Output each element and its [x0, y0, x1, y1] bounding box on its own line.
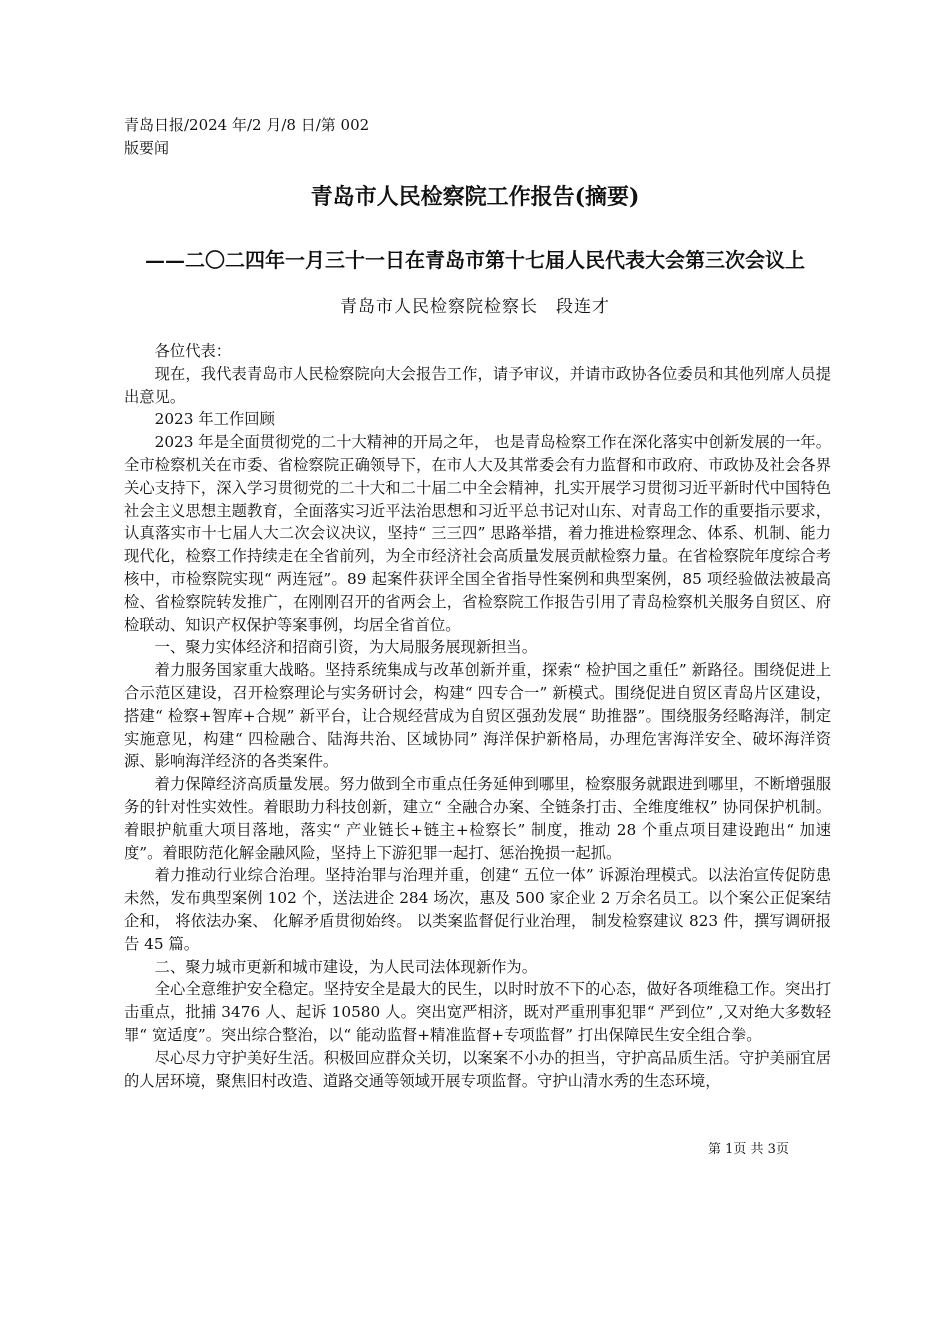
page-number: 第 1页 共 3页 — [708, 1142, 789, 1157]
paragraph-security: 全心全意维护安全稳定。坚持安全是最大的民生，以时时放不下的心态，做好各项维稳工作。突出打击重点，批捕 3476 人、起诉 10580 人。突出宽严相济，既对严重刑事犯罪“ 严到位” ,又对绝大多数轻罪“ 宽适度”。突出综合整治，以“ 能动监督+精准监督+专项监督” 打出保障民生安全组合拳。 — [124, 980, 831, 1044]
paragraph-section-heading: 2023 年工作回顾 — [154, 410, 275, 429]
source-line-2: 版要闻 — [124, 139, 170, 157]
report-author: 青岛市人民检察院检察长 段连才 — [340, 297, 610, 317]
paragraph-strategy: 着力服务国家重大战略。坚持系统集成与改革创新并重，探索“ 检护国之重任” 新路径。围绕促进上合示范区建设，召开检察理论与实务研讨会，构建“ 四专合一” 新模式。围绕促进自贸区青岛片区建设，搭建“ 检察+智库+合规” 新平台，让合规经营成为自贸区强劲发展“ 助推器”。围绕服务经略海洋，制定实施意见，构建“ 四检融合、陆海共治、区域协同” 海洋保护新格局，办理危害海洋安全、破坏海洋资源、影响海洋经济的各类案件。 — [124, 661, 831, 771]
source-line-1: 青岛日报/2024 年/2 月/8 日/第 002 — [124, 116, 370, 134]
paragraph-life: 尽心尽力守护美好生活。积极回应群众关切，以案案不小办的担当，守护高品质生活。守护美丽宜居的人居环境，聚焦旧村改造、道路交通等领域开展专项监督。守护山清水秀的生态环境， — [124, 1048, 831, 1090]
report-title: 青岛市人民检察院工作报告(摘要) — [310, 184, 640, 210]
report-subtitle: ——二〇二四年一月三十一日在青岛市第十七届人民代表大会第三次会议上 — [145, 248, 805, 272]
source-info — [124, 114, 424, 160]
paragraph-economy: 着力保障经济高质量发展。努力做到全市重点任务延伸到哪里，检察服务就跟进到哪里，不断增强服务的针对性实效性。着眼助力科技创新，建立“ 全融合办案、全链条打击、全维度维权” 协同保护机制。着眼护航重大项目落地，落实“ 产业链长+链主+检察长” 制度，推动 28 个重点项目建设跑出“ 加速度”。着眼防范化解金融风险，坚持上下游犯罪一起打、惩治挽损一起抓。 — [124, 775, 831, 862]
paragraph-intro: 现在，我代表青岛市人民检察院向大会报告工作，请予审议，并请市政协各位委员和其他列席人员提出意见。 — [124, 364, 831, 406]
report-body — [124, 340, 831, 1092]
paragraph-salutation: 各位代表： — [154, 342, 232, 360]
paragraph-heading-one: 一、聚力实体经济和招商引资，为大局服务展现新担当。 — [154, 638, 538, 657]
paragraph-heading-two: 二、聚力城市更新和城市建设，为人民司法体现新作为。 — [154, 957, 538, 976]
paragraph-overview: 2023 年是全面贯彻党的二十大精神的开局之年， 也是青岛检察工作在深化落实中创新发展的一年。全市检察机关在市委、省检察院正确领导下，在市人大及其常委会有力监督和市政府、市政协及社会各界关心支持下，深入学习贯彻党的二十大和二十届二中全会精神，扎实开展学习贯彻习近平新时代中国特色社会主义思想主题教育，全面落实习近平法治思想和习近平总书记对山东、对青岛工作的重要指示要求，认真落实市十七届人大二次会议决议，坚持“ 三三四” 思路举措，着力推进检察理念、体系、机制、能力现代化，检察工作持续走在全省前列，为全市经济社会高质量发展贡献检察力量。在省检察院年度综合考核中，市检察院实现“ 两连冠”。89 起案件获评全国全省指导性案例和典型案例，85 项经验做法被最高检、省检察院转发推广，在刚刚召开的省两会上，省检察院工作报告引用了青岛检察机关服务自贸区、府检联动、知识产权保护等案事例，均居全省首位。 — [124, 433, 831, 634]
paragraph-governance: 着力推动行业综合治理。坚持治罪与治理并重，创建“ 五位一体” 诉源治理模式。以法治宣传促防患未然，发布典型案例 102 个，送法进企 284 场次，惠及 500 家企业 2 万余名员工。以个案公正促案结企和， 将依法办案、 化解矛盾贯彻始终。 以类案监督促行业治理， 制发检察建议 823 件，撰写调研报告 45 篇。 — [124, 866, 831, 953]
